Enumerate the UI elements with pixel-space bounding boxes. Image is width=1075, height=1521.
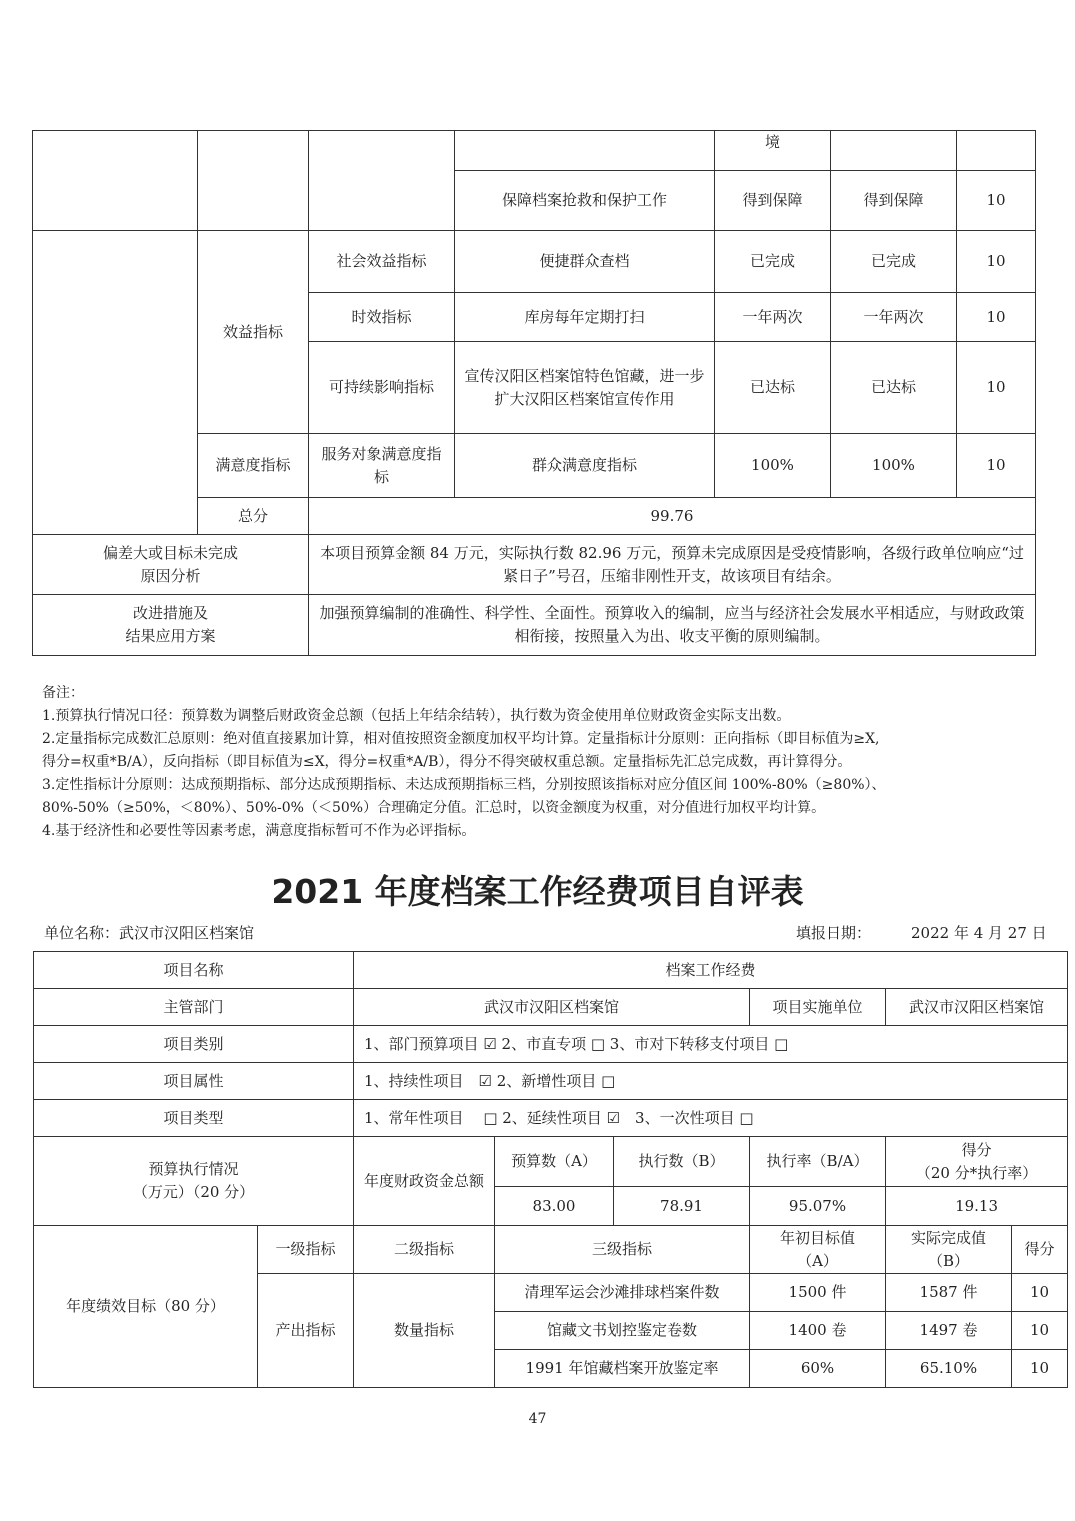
- actual-value: 得到保障: [831, 171, 957, 231]
- type-value: 1、常年性项目 □ 2、延续性项目 ☑ 3、一次性项目 □: [354, 1100, 1068, 1137]
- unit-name: 单位名称：武汉市汉阳区档案馆: [44, 924, 255, 942]
- secondary-indicator: 可持续影响指标: [309, 342, 455, 434]
- indicator-name: 1991 年馆藏档案开放鉴定率: [495, 1350, 750, 1388]
- rate-value: 95.07%: [750, 1187, 886, 1226]
- impl-unit-value: 武汉市汉阳区档案馆: [886, 989, 1068, 1026]
- attribute-value: 1、持续性项目 ☑ 2、新增性项目 □: [354, 1063, 1068, 1100]
- fill-date-label: 填报日期：: [796, 924, 872, 942]
- score-value: 10: [957, 231, 1036, 293]
- actual-value: 已完成: [831, 231, 957, 293]
- indicator-name: 馆藏文书划控鉴定卷数: [495, 1312, 750, 1350]
- improve-text: 加强预算编制的准确性、科学性、全面性。预算收入的编制，应当与经济社会发展水平相适应，与财政政策相衔接，按照量入为出、收支平衡的原则编制。: [309, 595, 1036, 656]
- blank-cell: [831, 131, 957, 171]
- table-row: [34, 1137, 1068, 1187]
- project-name-label: 项目名称: [34, 952, 354, 989]
- target-value: 一年两次: [715, 293, 831, 342]
- improve-label: 改进措施及 结果应用方案: [33, 595, 309, 656]
- notes: [42, 682, 1042, 843]
- score-value: 10: [957, 293, 1036, 342]
- exec-value: 78.91: [614, 1187, 750, 1226]
- indicator-score: 10: [1012, 1274, 1068, 1312]
- secondary-indicator: 服务对象满意度指标: [309, 434, 455, 498]
- table-row: [34, 1063, 1068, 1100]
- indicator-name: 清理军运会沙滩排球档案件数: [495, 1274, 750, 1312]
- table-row: [34, 1026, 1068, 1063]
- indicator-target: 1400 卷: [750, 1312, 886, 1350]
- deviation-row: [33, 535, 1036, 595]
- notes-heading: 备注：: [42, 685, 84, 701]
- tertiary-indicator: 群众满意度指标: [455, 434, 715, 498]
- blank-cell: [198, 131, 309, 231]
- actual-value: 一年两次: [831, 293, 957, 342]
- budget-value: 83.00: [495, 1187, 614, 1226]
- actual-value: 100%: [831, 434, 957, 498]
- exec-head: 执行数（B）: [614, 1137, 750, 1187]
- actual-value: 已达标: [831, 342, 957, 434]
- benefit-indicator-label: 效益指标: [198, 231, 309, 434]
- deviation-label: 偏差大或目标未完成 原因分析: [33, 535, 309, 595]
- note-line: 3.定性指标计分原则：达成预期指标、部分达成预期指标、未达成预期指标三档，分别按照该指标对应分值区间 100%-80%（≥80%）、: [42, 777, 886, 793]
- fill-date: [796, 922, 1047, 943]
- score-value: 10: [957, 342, 1036, 434]
- note-line: 1.预算执行情况口径：预算数为调整后财政资金总额（包括上年结余结转），执行数为资金使用单位财政资金实际支出数。: [42, 708, 791, 724]
- budget-head: 预算数（A）: [495, 1137, 614, 1187]
- performance-table-continued: [32, 130, 1036, 656]
- indicator-target: 1500 件: [750, 1274, 886, 1312]
- rate-head: 执行率（B/A）: [750, 1137, 886, 1187]
- score-head: 得分 （20 分*执行率）: [886, 1137, 1068, 1187]
- deviation-text: 本项目预算金额 84 万元，实际执行数 82.96 万元，预算未完成原因是受疫情影响，各级行政单位响应“过紧日子”号召，压缩非刚性开支，故该项目有结余。: [309, 535, 1036, 595]
- fund-label: 年度财政资金总额: [354, 1137, 495, 1226]
- blank-cell: [33, 131, 198, 231]
- tertiary-indicator: 保障档案抢救和保护工作: [455, 171, 715, 231]
- project-name-value: 档案工作经费: [354, 952, 1068, 989]
- goal-label: 年度绩效目标（80 分）: [34, 1226, 258, 1388]
- indicator-actual: 65.10%: [886, 1350, 1012, 1388]
- lvl2-head: 二级指标: [354, 1226, 495, 1274]
- note-line: 4.基于经济性和必要性等因素考虑，满意度指标暂可不作为必评指标。: [42, 823, 476, 839]
- note-line: 得分=权重*B/A），反向指标（即目标值为≤X，得分=权重*A/B），得分不得突破权重总额。定量指标先汇总完成数，再计算得分。: [42, 754, 852, 770]
- score-value: 19.13: [886, 1187, 1068, 1226]
- category-label: 项目类别: [34, 1026, 354, 1063]
- note-line: 80%-50%（≥50%，＜80%）、50%-0%（＜50%）合理确定分值。汇总时，以资金额度为权重，对分值进行加权平均计算。: [42, 800, 826, 816]
- table-row: [34, 1100, 1068, 1137]
- tertiary-indicator: 库房每年定期打扫: [455, 293, 715, 342]
- target-cell-tail: 境: [715, 131, 831, 171]
- note-line: 2.定量指标完成数汇总原则：绝对值直接累加计算，相对值按照资金额度加权平均计算。定量指标计分原则：正向指标（即目标值为≥X,: [42, 731, 880, 747]
- type-label: 项目类型: [34, 1100, 354, 1137]
- quantity-indicator-label: 数量指标: [354, 1274, 495, 1388]
- page-number: 47: [528, 1411, 547, 1427]
- total-label: 总分: [198, 498, 309, 535]
- indicator-actual: 1497 卷: [886, 1312, 1012, 1350]
- table-row: [34, 952, 1068, 989]
- tertiary-indicator: 宣传汉阳区档案馆特色馆藏，进一步扩大汉阳区档案馆宣传作用: [455, 342, 715, 434]
- indicator-target: 60%: [750, 1350, 886, 1388]
- target-value: 已完成: [715, 231, 831, 293]
- attribute-label: 项目属性: [34, 1063, 354, 1100]
- impl-unit-label: 项目实施单位: [750, 989, 886, 1026]
- blank-cell: [957, 131, 1036, 171]
- satisfaction-indicator-label: 满意度指标: [198, 434, 309, 498]
- budget-label: 预算执行情况 （万元）（20 分）: [34, 1137, 354, 1226]
- dept-label: 主管部门: [34, 989, 354, 1026]
- lvl1-head: 一级指标: [258, 1226, 354, 1274]
- target-value: 已达标: [715, 342, 831, 434]
- secondary-indicator: 社会效益指标: [309, 231, 455, 293]
- table-row: [33, 231, 1036, 293]
- blank-cell: [309, 131, 455, 231]
- target-value: 100%: [715, 434, 831, 498]
- category-value: 1、部门预算项目 ☑ 2、市直专项 □ 3、市对下转移支付项目 □: [354, 1026, 1068, 1063]
- total-value: 99.76: [309, 498, 1036, 535]
- indicator-score: 10: [1012, 1350, 1068, 1388]
- output-indicator-label: 产出指标: [258, 1274, 354, 1388]
- secondary-indicator: 时效指标: [309, 293, 455, 342]
- score-value: 10: [957, 434, 1036, 498]
- blank-cell: [33, 231, 198, 535]
- page-title: 2021 年度档案工作经费项目自评表: [271, 872, 804, 911]
- dept-value: 武汉市汉阳区档案馆: [354, 989, 750, 1026]
- points-head: 得分: [1012, 1226, 1068, 1274]
- target-value: 得到保障: [715, 171, 831, 231]
- tertiary-indicator: 便捷群众查档: [455, 231, 715, 293]
- blank-cell: [455, 131, 715, 171]
- actual-head: 实际完成值 （B）: [886, 1226, 1012, 1274]
- self-evaluation-table: [33, 951, 1068, 1388]
- target-head: 年初目标值 （A）: [750, 1226, 886, 1274]
- indicator-score: 10: [1012, 1312, 1068, 1350]
- fill-date-value: 2022 年 4 月 27 日: [911, 924, 1047, 942]
- table-row: [34, 1226, 1068, 1274]
- indicator-actual: 1587 件: [886, 1274, 1012, 1312]
- table-row: [34, 989, 1068, 1026]
- improve-row: [33, 595, 1036, 656]
- lvl3-head: 三级指标: [495, 1226, 750, 1274]
- score-value: 10: [957, 171, 1036, 231]
